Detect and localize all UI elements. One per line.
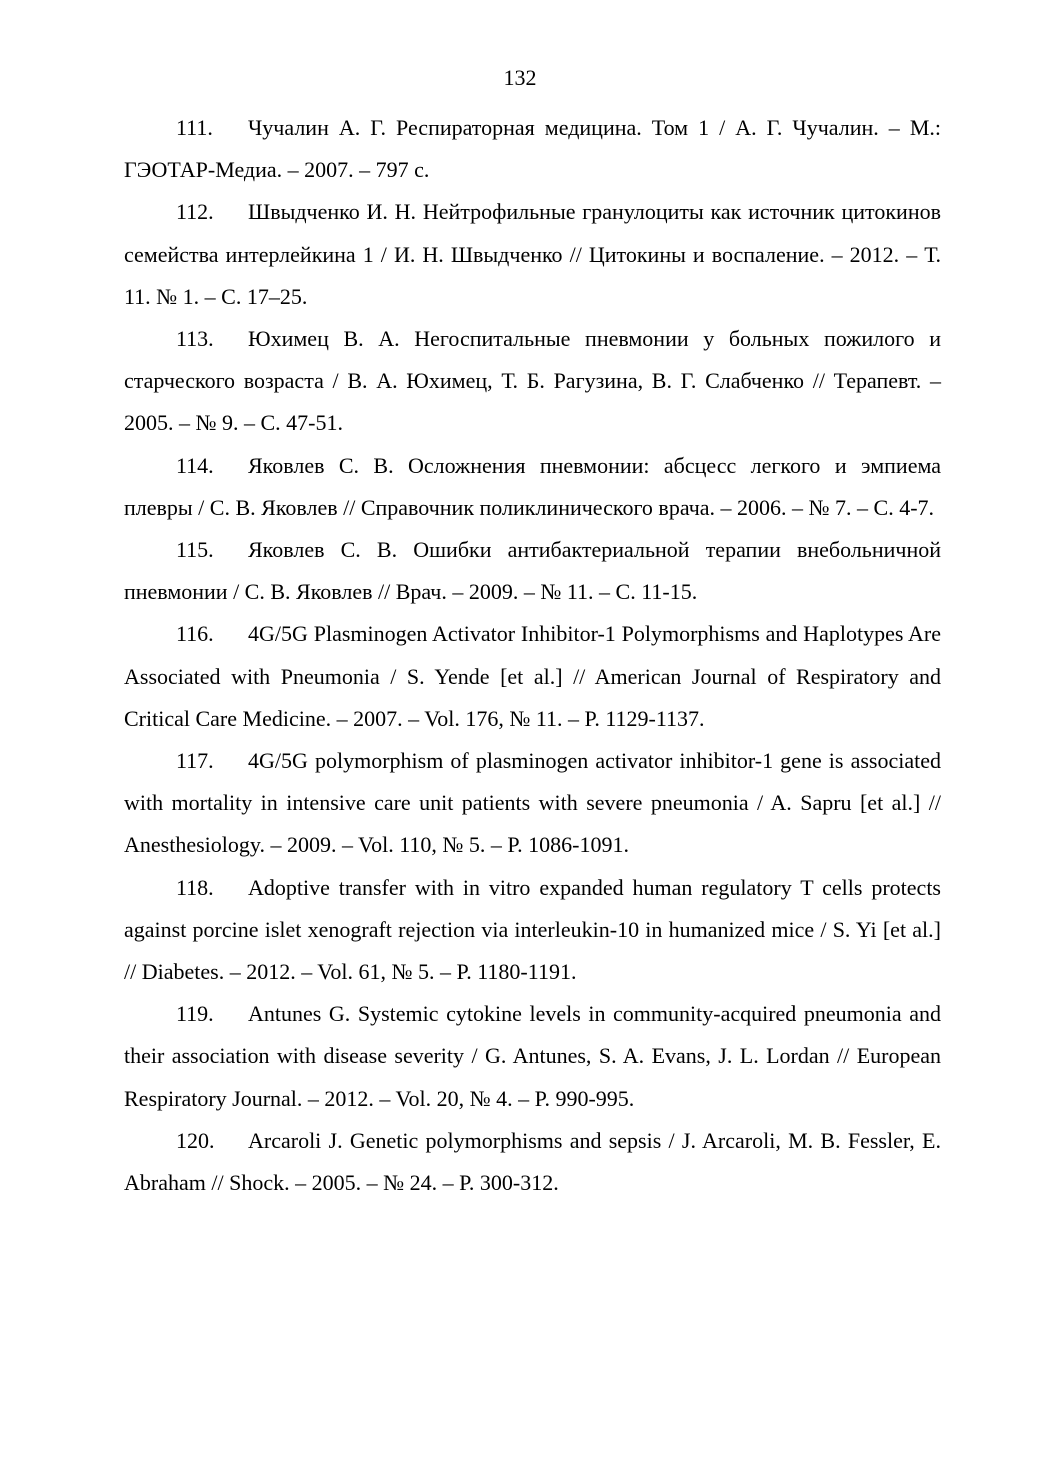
reference-text: Adoptive transfer with in vitro expanded human regulatory T cells protects against porcine islet xenograft rejection via interleukin-10 in humanized mice / S. Yi [et al.] // Diabetes. – 2012. – Vol. 61, № 5. – P. 1180-1191.: [124, 874, 941, 985]
reference-item: [124, 740, 941, 867]
reference-item: [124, 1120, 941, 1204]
reference-item: [124, 107, 941, 191]
reference-number: 113.: [176, 326, 214, 352]
reference-item: [124, 445, 941, 529]
reference-item: [124, 318, 941, 445]
reference-number: 111.: [176, 115, 213, 140]
reference-text: Юхимец В. А. Негоспитальные пневмонии у больных пожилого и старческого возраста / В. А. Юхимец, Т. Б. Рагузина, В. Г. Слабченко // Терапевт. – 2005. – № 9. – С. 47-51.: [124, 326, 941, 436]
reference-number: 112.: [176, 199, 214, 225]
reference-text: Швыдченко И. Н. Нейтрофильные гранулоциты как источник цитокинов семейства интерлейкина 1 / И. Н. Швыдченко // Цитокины и воспаление. – 2012. – Т. 11. № 1. – С. 17–25.: [124, 199, 941, 309]
reference-item: [124, 867, 941, 994]
reference-text: Яковлев С. В. Ошибки антибактериальной терапии внебольничной пневмонии / С. В. Яковлев // Врач. – 2009. – № 11. – С. 11-15.: [124, 537, 941, 605]
reference-item: [124, 191, 941, 318]
reference-text: Antunes G. Systemic cytokine levels in community-acquired pneumonia and their association with disease severity / G. Antunes, S. A. Evans, J. L. Lordan // European Respiratory Journal. – 2012. – Vol. 20, № 4. – P. 990-995.: [124, 1001, 941, 1111]
page-number: 132: [503, 65, 537, 90]
reference-item: [124, 993, 941, 1120]
reference-text: 4G/5G polymorphism of plasminogen activator inhibitor-1 gene is associated with mortality in intensive care unit patients with severe pneumonia / A. Sapru [et al.] // Anesthesiology. – 2009. – Vol. 110, № 5. – P. 1086-1091.: [124, 748, 941, 858]
reference-number: 117.: [176, 748, 214, 774]
reference-number: 116.: [176, 621, 214, 647]
reference-text: 4G/5G Plasminogen Activator Inhibitor-1 Polymorphisms and Haplotypes Are Associated with Pneumonia / S. Yende [et al.] // American Journal of Respiratory and Critical Care Medicine. – 2007. – Vol. 176, № 11. – P. 1129-1137.: [124, 621, 941, 731]
reference-text: Яковлев С. В. Осложнения пневмонии: абсцесс легкого и эмпиема плевры / С. В. Яковлев // Справочник поликлинического врача. – 2006. – № 7. – С. 4-7.: [124, 452, 941, 520]
reference-number: 114.: [176, 452, 214, 478]
reference-number: 119.: [176, 1001, 214, 1027]
reference-item: [124, 613, 941, 740]
reference-number: 118.: [176, 874, 214, 900]
reference-number: 115.: [176, 537, 214, 563]
reference-number: 120.: [176, 1127, 215, 1153]
reference-text: Arcaroli J. Genetic polymorphisms and sepsis / J. Arcaroli, M. B. Fessler, E. Abraham // Shock. – 2005. – № 24. – P. 300-312.: [124, 1127, 941, 1196]
reference-list: [124, 107, 941, 1204]
reference-text: Чучалин А. Г. Респираторная медицина. Том 1 / А. Г. Чучалин. – М.: ГЭОТАР-Медиа. – 2007. – 797 с.: [124, 115, 941, 183]
reference-item: [124, 529, 941, 613]
